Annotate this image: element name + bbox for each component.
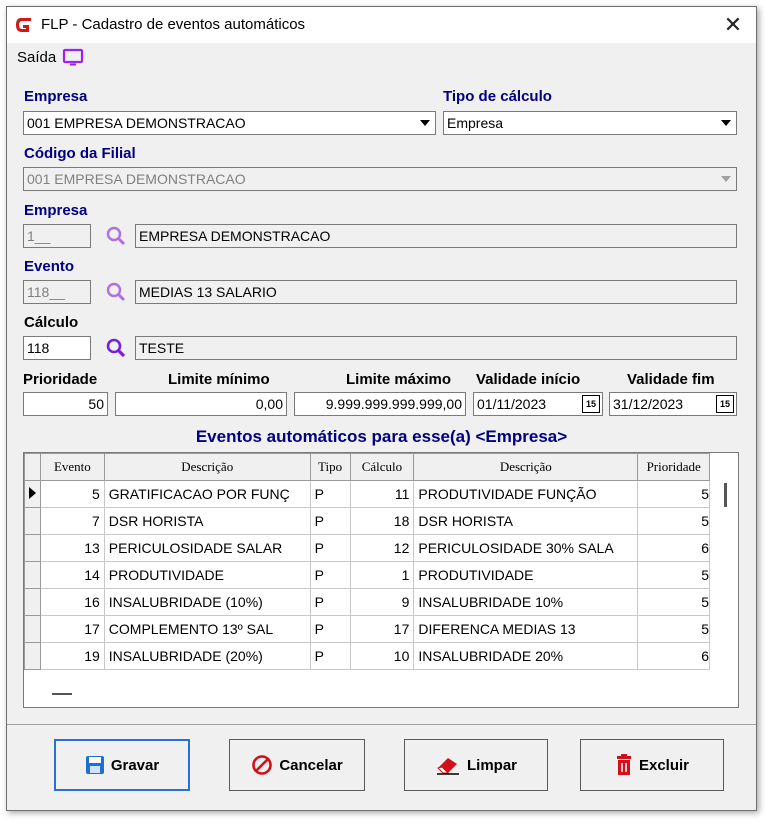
cell-tipo[interactable]: P — [310, 508, 350, 535]
cell-descricao-calculo[interactable]: PRODUTIVIDADE FUNÇÃO — [414, 481, 638, 508]
grid-filler — [710, 535, 738, 562]
evento-code-field: 118__ — [23, 280, 91, 304]
excluir-button[interactable] — [580, 739, 724, 791]
cell-descricao[interactable]: INSALUBRIDADE (20%) — [104, 643, 310, 670]
tipo-calculo-value: Empresa — [447, 115, 504, 131]
cell-tipo[interactable]: P — [310, 535, 350, 562]
search-icon[interactable] — [105, 225, 127, 247]
eventos-table — [24, 453, 738, 670]
cell-calculo[interactable]: 11 — [350, 481, 414, 508]
eraser-icon — [435, 755, 461, 775]
chevron-down-icon — [716, 169, 735, 189]
validade-inicio-value: 01/11/2023 — [477, 396, 547, 412]
cell-tipo[interactable]: P — [310, 481, 350, 508]
row-indicator — [25, 643, 41, 670]
column-header-descricao[interactable]: Descrição — [104, 454, 310, 481]
cell-descricao-calculo[interactable]: INSALUBRIDADE 10% — [414, 589, 638, 616]
cell-evento[interactable]: 5 — [40, 481, 104, 508]
row-indicator — [25, 481, 41, 508]
search-icon[interactable] — [105, 281, 127, 303]
menu-bar — [7, 43, 756, 73]
current-row-arrow-icon — [25, 486, 39, 500]
limite-minimo-field[interactable]: 0,00 — [115, 392, 287, 416]
grid-filler — [710, 508, 738, 535]
empresa-combo[interactable] — [23, 111, 436, 135]
cell-prioridade[interactable]: 6 — [638, 535, 710, 562]
filial-combo — [23, 167, 737, 191]
cell-descricao-calculo[interactable]: PERICULOSIDADE 30% SALA — [414, 535, 638, 562]
calendar-icon[interactable]: 15 — [582, 395, 600, 413]
prioridade-field[interactable]: 50 — [23, 392, 108, 416]
title-bar — [7, 7, 756, 43]
window-title: FLP - Cadastro de eventos automáticos — [41, 16, 306, 33]
cell-prioridade[interactable]: 5 — [638, 589, 710, 616]
cell-tipo[interactable]: P — [310, 616, 350, 643]
evento-label: Evento — [24, 258, 75, 275]
horizontal-scrollbar[interactable] — [52, 693, 72, 695]
app-logo-icon — [15, 16, 35, 34]
grid-indicator-header — [25, 454, 41, 481]
cell-prioridade[interactable]: 5 — [638, 508, 710, 535]
cell-prioridade[interactable]: 5 — [638, 616, 710, 643]
cell-evento[interactable]: 19 — [40, 643, 104, 670]
row-indicator — [25, 535, 41, 562]
limpar-button[interactable] — [404, 739, 548, 791]
cell-calculo[interactable]: 1 — [350, 562, 414, 589]
evento-name-field: MEDIAS 13 SALARIO — [135, 280, 737, 304]
cell-prioridade[interactable]: 5 — [638, 562, 710, 589]
save-icon — [85, 755, 105, 775]
cell-evento[interactable]: 17 — [40, 616, 104, 643]
limite-maximo-field[interactable]: 9.999.999.999.999,00 — [294, 392, 466, 416]
cell-descricao[interactable]: PERICULOSIDADE SALAR — [104, 535, 310, 562]
table-row[interactable] — [25, 589, 738, 616]
cell-evento[interactable]: 14 — [40, 562, 104, 589]
cell-prioridade[interactable]: 6 — [638, 643, 710, 670]
table-row[interactable] — [25, 616, 738, 643]
cell-descricao[interactable]: COMPLEMENTO 13º SAL — [104, 616, 310, 643]
validade-fim-label: Validade fim — [627, 371, 715, 388]
empresa-code-field: 1__ — [23, 224, 91, 248]
row-indicator — [25, 589, 41, 616]
footer-divider — [7, 724, 756, 725]
cell-calculo[interactable]: 10 — [350, 643, 414, 670]
grid-header-row — [25, 454, 738, 481]
trash-icon — [615, 754, 633, 776]
cell-descricao-calculo[interactable]: DIFERENCA MEDIAS 13 — [414, 616, 638, 643]
grid-filler — [710, 589, 738, 616]
empresa-lookup-label: Empresa — [24, 202, 88, 219]
cancel-icon — [251, 754, 273, 776]
validade-inicio-label: Validade início — [476, 371, 581, 388]
column-header-prioridade[interactable]: Prioridade — [638, 454, 710, 481]
cell-tipo[interactable]: P — [310, 562, 350, 589]
chevron-down-icon[interactable] — [415, 113, 434, 133]
cell-evento[interactable]: 13 — [40, 535, 104, 562]
column-header-calculo[interactable]: Cálculo — [350, 454, 414, 481]
filial-label: Código da Filial — [24, 145, 136, 162]
exit-monitor-icon — [62, 48, 84, 66]
cell-calculo[interactable]: 12 — [350, 535, 414, 562]
empresa-name-field: EMPRESA DEMONSTRACAO — [135, 224, 737, 248]
calculo-name-field: TESTE — [135, 336, 737, 360]
grid-section-title: Eventos automáticos para esse(a) <Empresa> — [195, 427, 568, 446]
table-row[interactable] — [25, 508, 738, 535]
limite-maximo-label: Limite máximo — [346, 371, 452, 388]
column-header-descricao-calculo[interactable]: Descrição — [414, 454, 638, 481]
cell-descricao-calculo[interactable]: INSALUBRIDADE 20% — [414, 643, 638, 670]
grid-filler — [710, 454, 738, 481]
row-indicator — [25, 508, 41, 535]
prioridade-label: Prioridade — [23, 371, 98, 388]
limpar-label: Limpar — [466, 756, 517, 774]
calendar-icon[interactable]: 15 — [716, 395, 734, 413]
gravar-label: Gravar — [110, 756, 160, 774]
cell-descricao[interactable]: INSALUBRIDADE (10%) — [104, 589, 310, 616]
table-row[interactable] — [25, 481, 738, 508]
filial-combo-value: 001 EMPRESA DEMONSTRACAO — [27, 171, 246, 187]
validade-inicio-field[interactable] — [473, 392, 603, 416]
cell-evento[interactable]: 7 — [40, 508, 104, 535]
calculo-label: Cálculo — [24, 314, 79, 331]
cell-descricao[interactable]: GRATIFICACAO POR FUNÇ — [104, 481, 310, 508]
tipo-calculo-label: Tipo de cálculo — [443, 88, 552, 105]
cell-tipo[interactable]: P — [310, 643, 350, 670]
excluir-label: Excluir — [638, 756, 690, 774]
cell-descricao[interactable]: DSR HORISTA — [104, 508, 310, 535]
grid-filler — [710, 616, 738, 643]
cell-calculo[interactable]: 18 — [350, 508, 414, 535]
menu-item-label: Saída — [17, 48, 57, 66]
gravar-button[interactable] — [54, 739, 190, 791]
column-header-tipo[interactable]: Tipo — [310, 454, 350, 481]
search-icon[interactable] — [105, 337, 127, 359]
grid-filler — [710, 643, 738, 670]
eventos-grid[interactable] — [23, 452, 739, 708]
tipo-calculo-combo[interactable] — [443, 111, 737, 135]
table-row[interactable] — [25, 535, 738, 562]
cell-evento[interactable]: 16 — [40, 589, 104, 616]
validade-fim-value: 31/12/2023 — [613, 396, 684, 412]
grid-filler — [710, 562, 738, 589]
cancelar-label: Cancelar — [279, 756, 343, 774]
limite-minimo-label: Limite mínimo — [168, 371, 270, 388]
cell-descricao-calculo[interactable]: DSR HORISTA — [414, 508, 638, 535]
cell-prioridade[interactable]: 5 — [638, 481, 710, 508]
empresa-combo-value: 001 EMPRESA DEMONSTRACAO — [27, 115, 246, 131]
cell-calculo[interactable]: 17 — [350, 616, 414, 643]
close-button[interactable] — [710, 7, 756, 43]
empresa-label: Empresa — [24, 88, 88, 105]
row-indicator — [25, 616, 41, 643]
cancelar-button[interactable] — [229, 739, 365, 791]
cell-calculo[interactable]: 9 — [350, 589, 414, 616]
calculo-code-field[interactable]: 118 — [23, 336, 91, 360]
validade-fim-field[interactable] — [609, 392, 737, 416]
cell-descricao[interactable]: PRODUTIVIDADE — [104, 562, 310, 589]
column-header-evento[interactable]: Evento — [40, 454, 104, 481]
menu-item-saida[interactable] — [17, 48, 84, 66]
cell-tipo[interactable]: P — [310, 589, 350, 616]
cell-descricao-calculo[interactable]: PRODUTIVIDADE — [414, 562, 638, 589]
chevron-down-icon[interactable] — [716, 113, 735, 133]
vertical-scrollbar[interactable] — [724, 483, 727, 507]
table-row[interactable] — [25, 562, 738, 589]
table-row[interactable] — [25, 643, 738, 670]
row-indicator — [25, 562, 41, 589]
dialog-window — [6, 6, 757, 811]
close-icon: ✕ — [723, 12, 743, 37]
